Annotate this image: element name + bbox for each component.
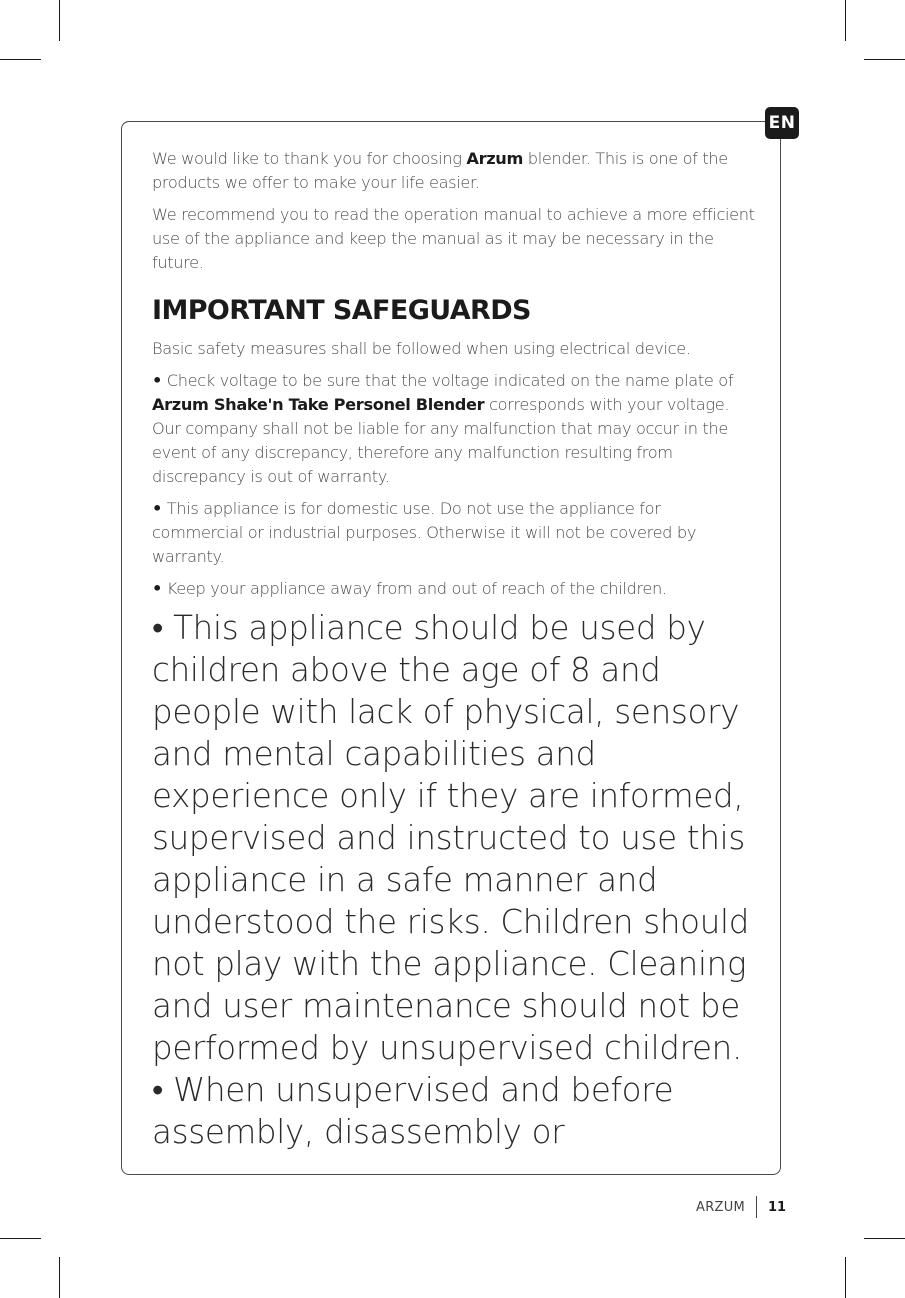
- voltage-text: Check voltage to be sure that the voltage indicated on the name plate of: [162, 371, 734, 390]
- crop-mark-bottom-right-vertical: [845, 1257, 846, 1298]
- crop-mark-bottom-right-horizontal: [864, 1238, 905, 1239]
- bullet-icon: •: [152, 499, 162, 518]
- language-badge: EN: [765, 107, 799, 139]
- voltage-text-end: corresponds with your voltage. Our company shall not be liable for any malfunction that may occur in the event of any discrepancy, therefore any malfunction resulting from discrepancy is out of warranty.: [152, 395, 730, 486]
- bullet-icon: •: [152, 371, 162, 390]
- intro-paragraph-thanks: [152, 147, 756, 195]
- safety-item-unsupervised: • When unsupervised and before assembly, disassembly or: [152, 1071, 674, 1151]
- footer-divider: [756, 1196, 757, 1218]
- manual-content: [152, 147, 756, 1153]
- crop-mark-bottom-left-vertical: [59, 1257, 60, 1298]
- intro-paragraph-manual: We recommend you to read the operation manual to achieve a more efficient use of the appliance and keep the manual as it may be necessary in the future.: [152, 205, 755, 272]
- safety-lead: Basic safety measures shall be followed when using electrical device.: [152, 339, 691, 358]
- intro-thanks-text: We would like to thank you for choosing: [152, 149, 467, 168]
- product-name: Arzum Shake'n Take Personel Blender: [152, 395, 485, 414]
- crop-mark-top-right-vertical: [845, 0, 846, 41]
- safety-item-domestic: [152, 497, 756, 569]
- crop-mark-top-left-horizontal: [0, 59, 41, 60]
- footer-brand: ARZUM: [696, 1200, 746, 1215]
- safety-item-children-age: • This appliance should be used by children above the age of 8 and people with lack of physical, sensory and mental capabilities and experience only if they are informed, supervised and instructed to use this appliance in a safe manner and understood the risks. Children should not play with the appliance. Cleaning and user maintenance should not be performed by unsupervised children.: [152, 609, 750, 1067]
- safety-item-children-reach: [152, 577, 756, 601]
- bullet-icon: •: [152, 579, 162, 598]
- intro-thanks-text-end: blender. This is one of the products we offer to make your life easier.: [152, 149, 728, 192]
- brand-name: Arzum: [466, 149, 523, 168]
- crop-mark-bottom-left-horizontal: [0, 1238, 41, 1239]
- safety-item-voltage: [152, 369, 756, 489]
- children-reach-text: Keep your appliance away from and out of reach of the children.: [162, 579, 667, 598]
- crop-mark-top-right-horizontal: [864, 59, 905, 60]
- crop-mark-top-left-vertical: [59, 0, 60, 41]
- page-number: 11: [768, 1200, 787, 1215]
- domestic-text: This appliance is for domestic use. Do not use the appliance for commercial or industrial purposes. Otherwise it will not be covered by warranty.: [152, 499, 697, 566]
- section-heading: IMPORTANT SAFEGUARDS: [152, 295, 531, 326]
